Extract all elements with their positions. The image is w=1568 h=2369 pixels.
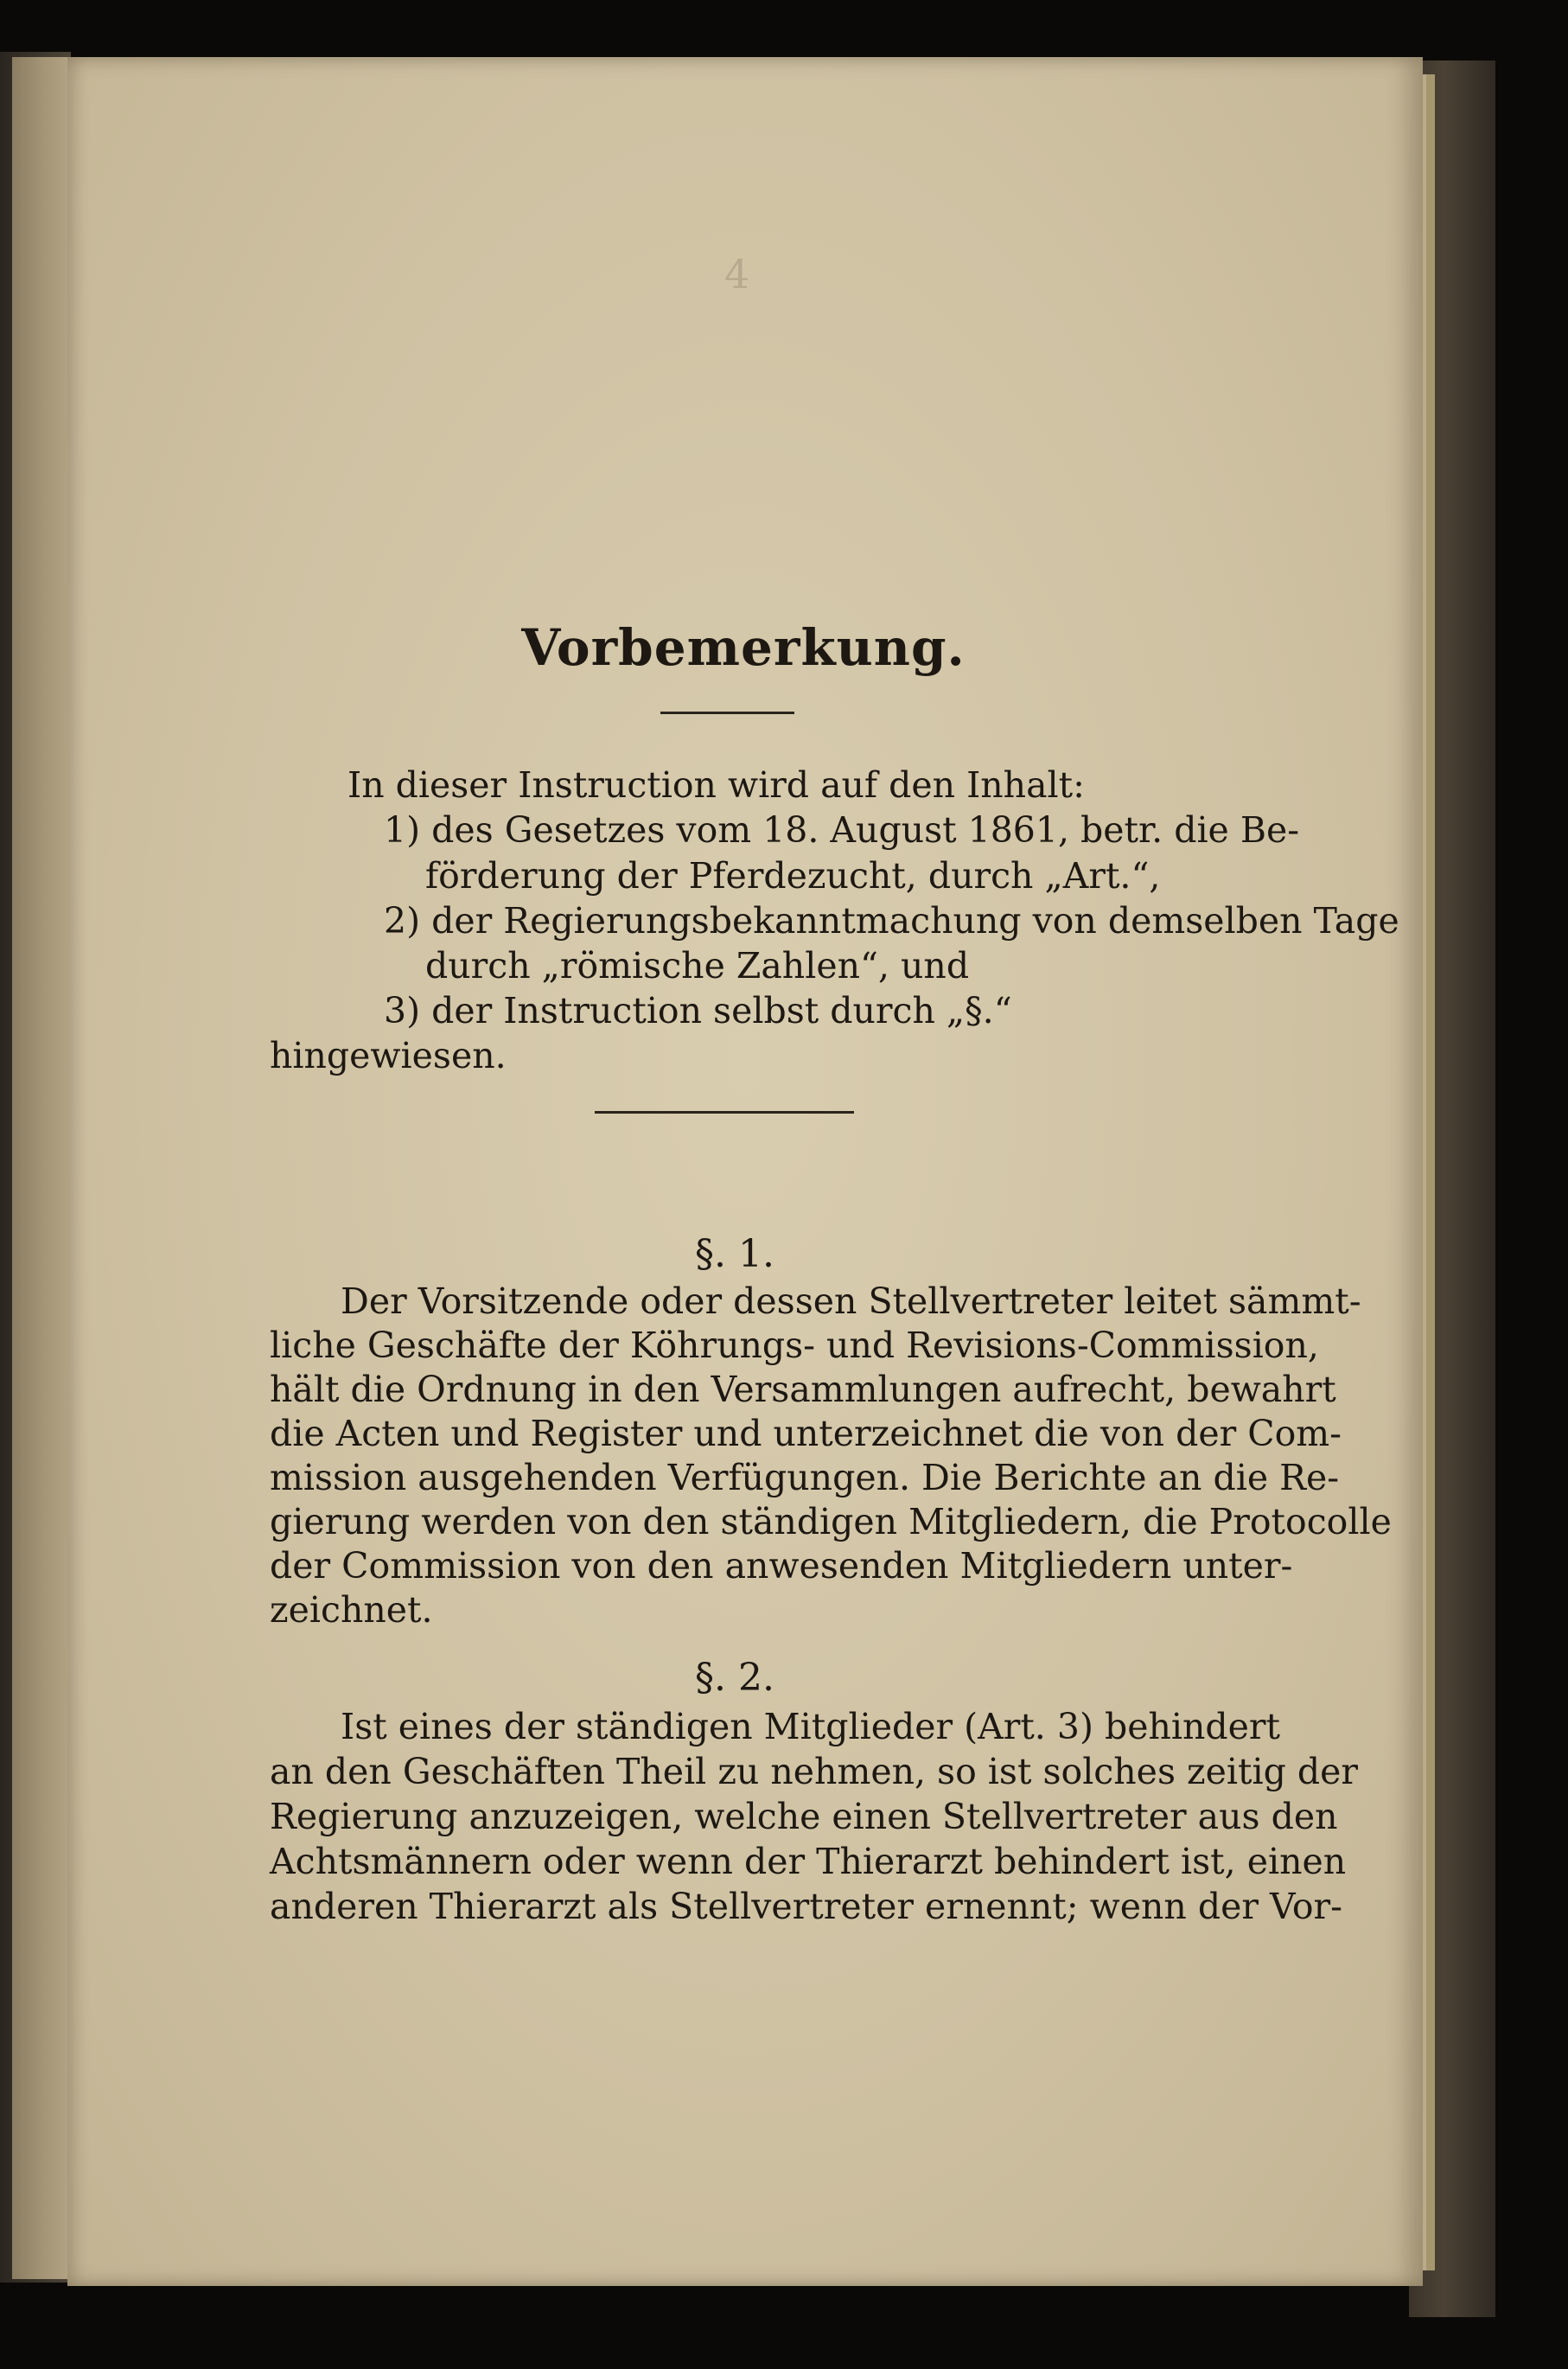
- section-2-line: an den Geschäften Theil zu nehmen, so ist solches zeitig der: [270, 1751, 1358, 1792]
- section-1-line: zeichnet.: [270, 1589, 433, 1631]
- section-1-line: Der Vorsitzende oder dessen Stellvertreter leitet sämmt-: [341, 1280, 1361, 1322]
- section-1-line: der Commission von den anwesenden Mitgliedern unter-: [270, 1545, 1293, 1587]
- section-1-title: §. 1.: [695, 1232, 774, 1276]
- page-heading: Vorbemerkung.: [521, 618, 966, 677]
- section-2-line: Regierung anzuzeigen, welche einen Stellvertreter aus den: [270, 1796, 1338, 1837]
- preface-line: 3) der Instruction selbst durch „§.“: [384, 990, 1012, 1031]
- section-2-line: Ist eines der ständigen Mitglieder (Art. 3) behindert: [341, 1706, 1281, 1747]
- left-page-edge: [12, 57, 69, 2279]
- section-2-line: Achtsmännern oder wenn der Thierarzt behindert ist, einen: [270, 1841, 1347, 1882]
- section-1-line: die Acten und Register und unterzeichnet die von der Com-: [270, 1413, 1342, 1454]
- preface-line: In dieser Instruction wird auf den Inhalt:: [347, 764, 1085, 806]
- section-2-line: anderen Thierarzt als Stellvertreter ernennt; wenn der Vor-: [270, 1886, 1342, 1927]
- section-rule: [595, 1111, 854, 1114]
- section-1-line: liche Geschäfte der Köhrungs- und Revisions-Commission,: [270, 1325, 1319, 1366]
- preface-line: 2) der Regierungsbekanntmachung von demselben Tage: [384, 900, 1399, 942]
- section-1-line: mission ausgehenden Verfügungen. Die Berichte an die Re-: [270, 1457, 1340, 1498]
- preface-line: durch „römische Zahlen“, und: [425, 945, 970, 987]
- page-number: 4: [724, 251, 750, 297]
- book-page: [67, 57, 1423, 2286]
- page-edge-stack: [1426, 74, 1435, 2270]
- preface-line: förderung der Pferdezucht, durch „Art.“,: [425, 855, 1161, 897]
- heading-rule: [660, 712, 794, 714]
- section-2-title: §. 2.: [695, 1656, 774, 1700]
- section-1-line: hält die Ordnung in den Versammlungen aufrecht, bewahrt: [270, 1369, 1336, 1410]
- preface-line: hingewiesen.: [270, 1035, 507, 1076]
- section-1-line: gierung werden von den ständigen Mitgliedern, die Protocolle: [270, 1501, 1392, 1542]
- preface-line: 1) des Gesetzes vom 18. August 1861, betr. die Be-: [384, 809, 1300, 851]
